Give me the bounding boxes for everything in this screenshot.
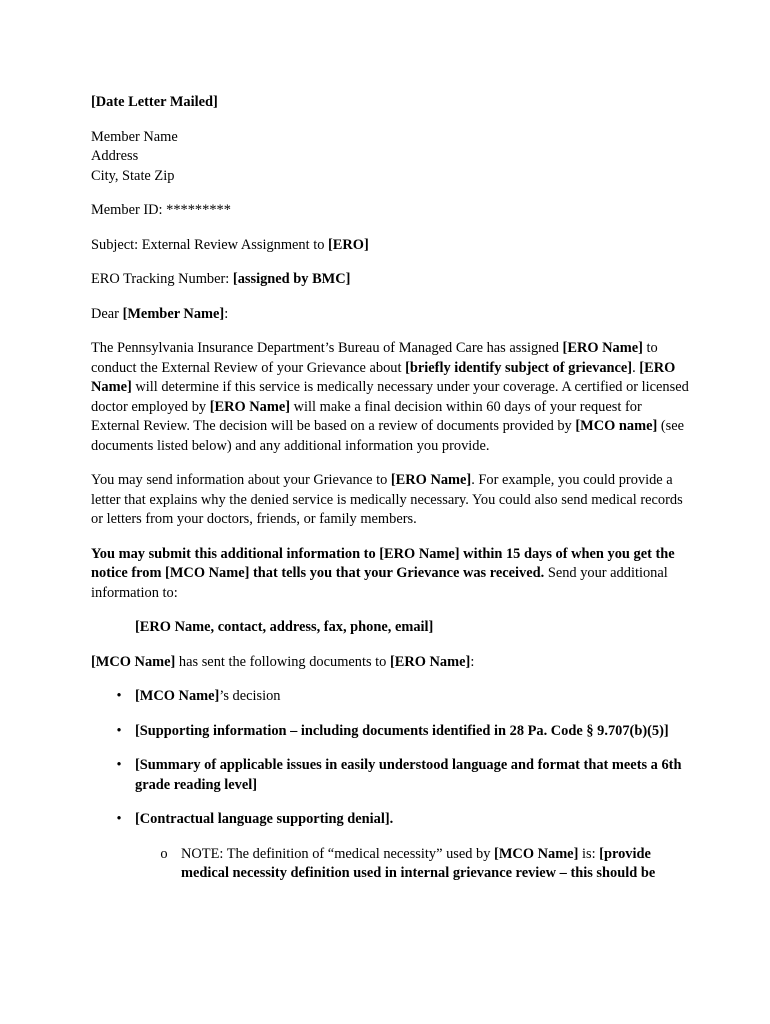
- member-city-state-zip: City, State Zip: [91, 167, 175, 184]
- member-name: Member Name: [91, 128, 178, 145]
- list-item: • [Supporting information – including documents identified in 28 Pa. Code § 9.707(b)(5)]: [91, 722, 691, 742]
- tracking-number-value: [assigned by BMC]: [232, 271, 351, 287]
- list-item: • [Summary of applicable issues in easily understood language and format that meets a 6th grade reading level]: [91, 756, 691, 795]
- paragraph-deadline: You may submit this additional information to [ERO Name] within 15 days of when you get the notice from [MCO Name] that tells you that your Grievance was received. Send your additional information to:: [91, 545, 675, 601]
- member-id-value: *********: [166, 202, 231, 218]
- paragraph-send-information: You may send information about your Grievance to [ERO Name]. For example, you could provide a letter that explains why the denied service is medically necessary. You could also send medical records or letters from your doctors, friends, or family members.: [91, 472, 683, 527]
- medical-necessity-note: o NOTE: The definition of “medical necessity” used by [MCO Name] is: [provide medical necessity definition used in internal grievance review – this should be: [91, 845, 691, 884]
- salutation: Dear [Member Name]:: [91, 305, 229, 322]
- member-street: Address: [91, 148, 139, 164]
- subject-ero: [ERO]: [328, 236, 369, 253]
- bullet-icon: •: [116, 688, 122, 704]
- subject-line: Subject: External Review Assignment to [ERO]: [91, 236, 369, 253]
- member-address-block: [91, 128, 691, 187]
- documents-list: [91, 687, 691, 830]
- bullet-icon: •: [116, 757, 122, 773]
- member-id-line: Member ID: *********: [91, 202, 231, 218]
- list-item: • [Contractual language supporting denial].: [91, 810, 691, 830]
- tracking-number-line: ERO Tracking Number: [assigned by BMC]: [91, 271, 351, 287]
- letter-body: [91, 93, 691, 884]
- list-item: • [MCO Name]’s decision: [91, 687, 691, 707]
- paragraph-assignment: The Pennsylvania Insurance Department’s Bureau of Managed Care has assigned [ERO Name] to conduct the External Review of your Grievance about [briefly identify subject of grievance]. [ERO Name] will determine if this service is medically necessary under your coverage. A certified or licensed doctor employed by [ERO Name] will make a final decision within 60 days of your request for External Review. The decision will be based on a review of documents provided by [MCO name] (see documents listed below) and any additional information you provide.: [91, 340, 689, 454]
- paragraph-documents-sent: [MCO Name] has sent the following documents to [ERO Name]:: [91, 653, 475, 670]
- ero-contact-line: [ERO Name, contact, address, fax, phone, email]: [135, 619, 434, 635]
- bullet-icon: •: [116, 811, 122, 827]
- date-line: [Date Letter Mailed]: [91, 94, 218, 110]
- circle-bullet-icon: o: [160, 845, 168, 862]
- bullet-icon: •: [116, 722, 122, 739]
